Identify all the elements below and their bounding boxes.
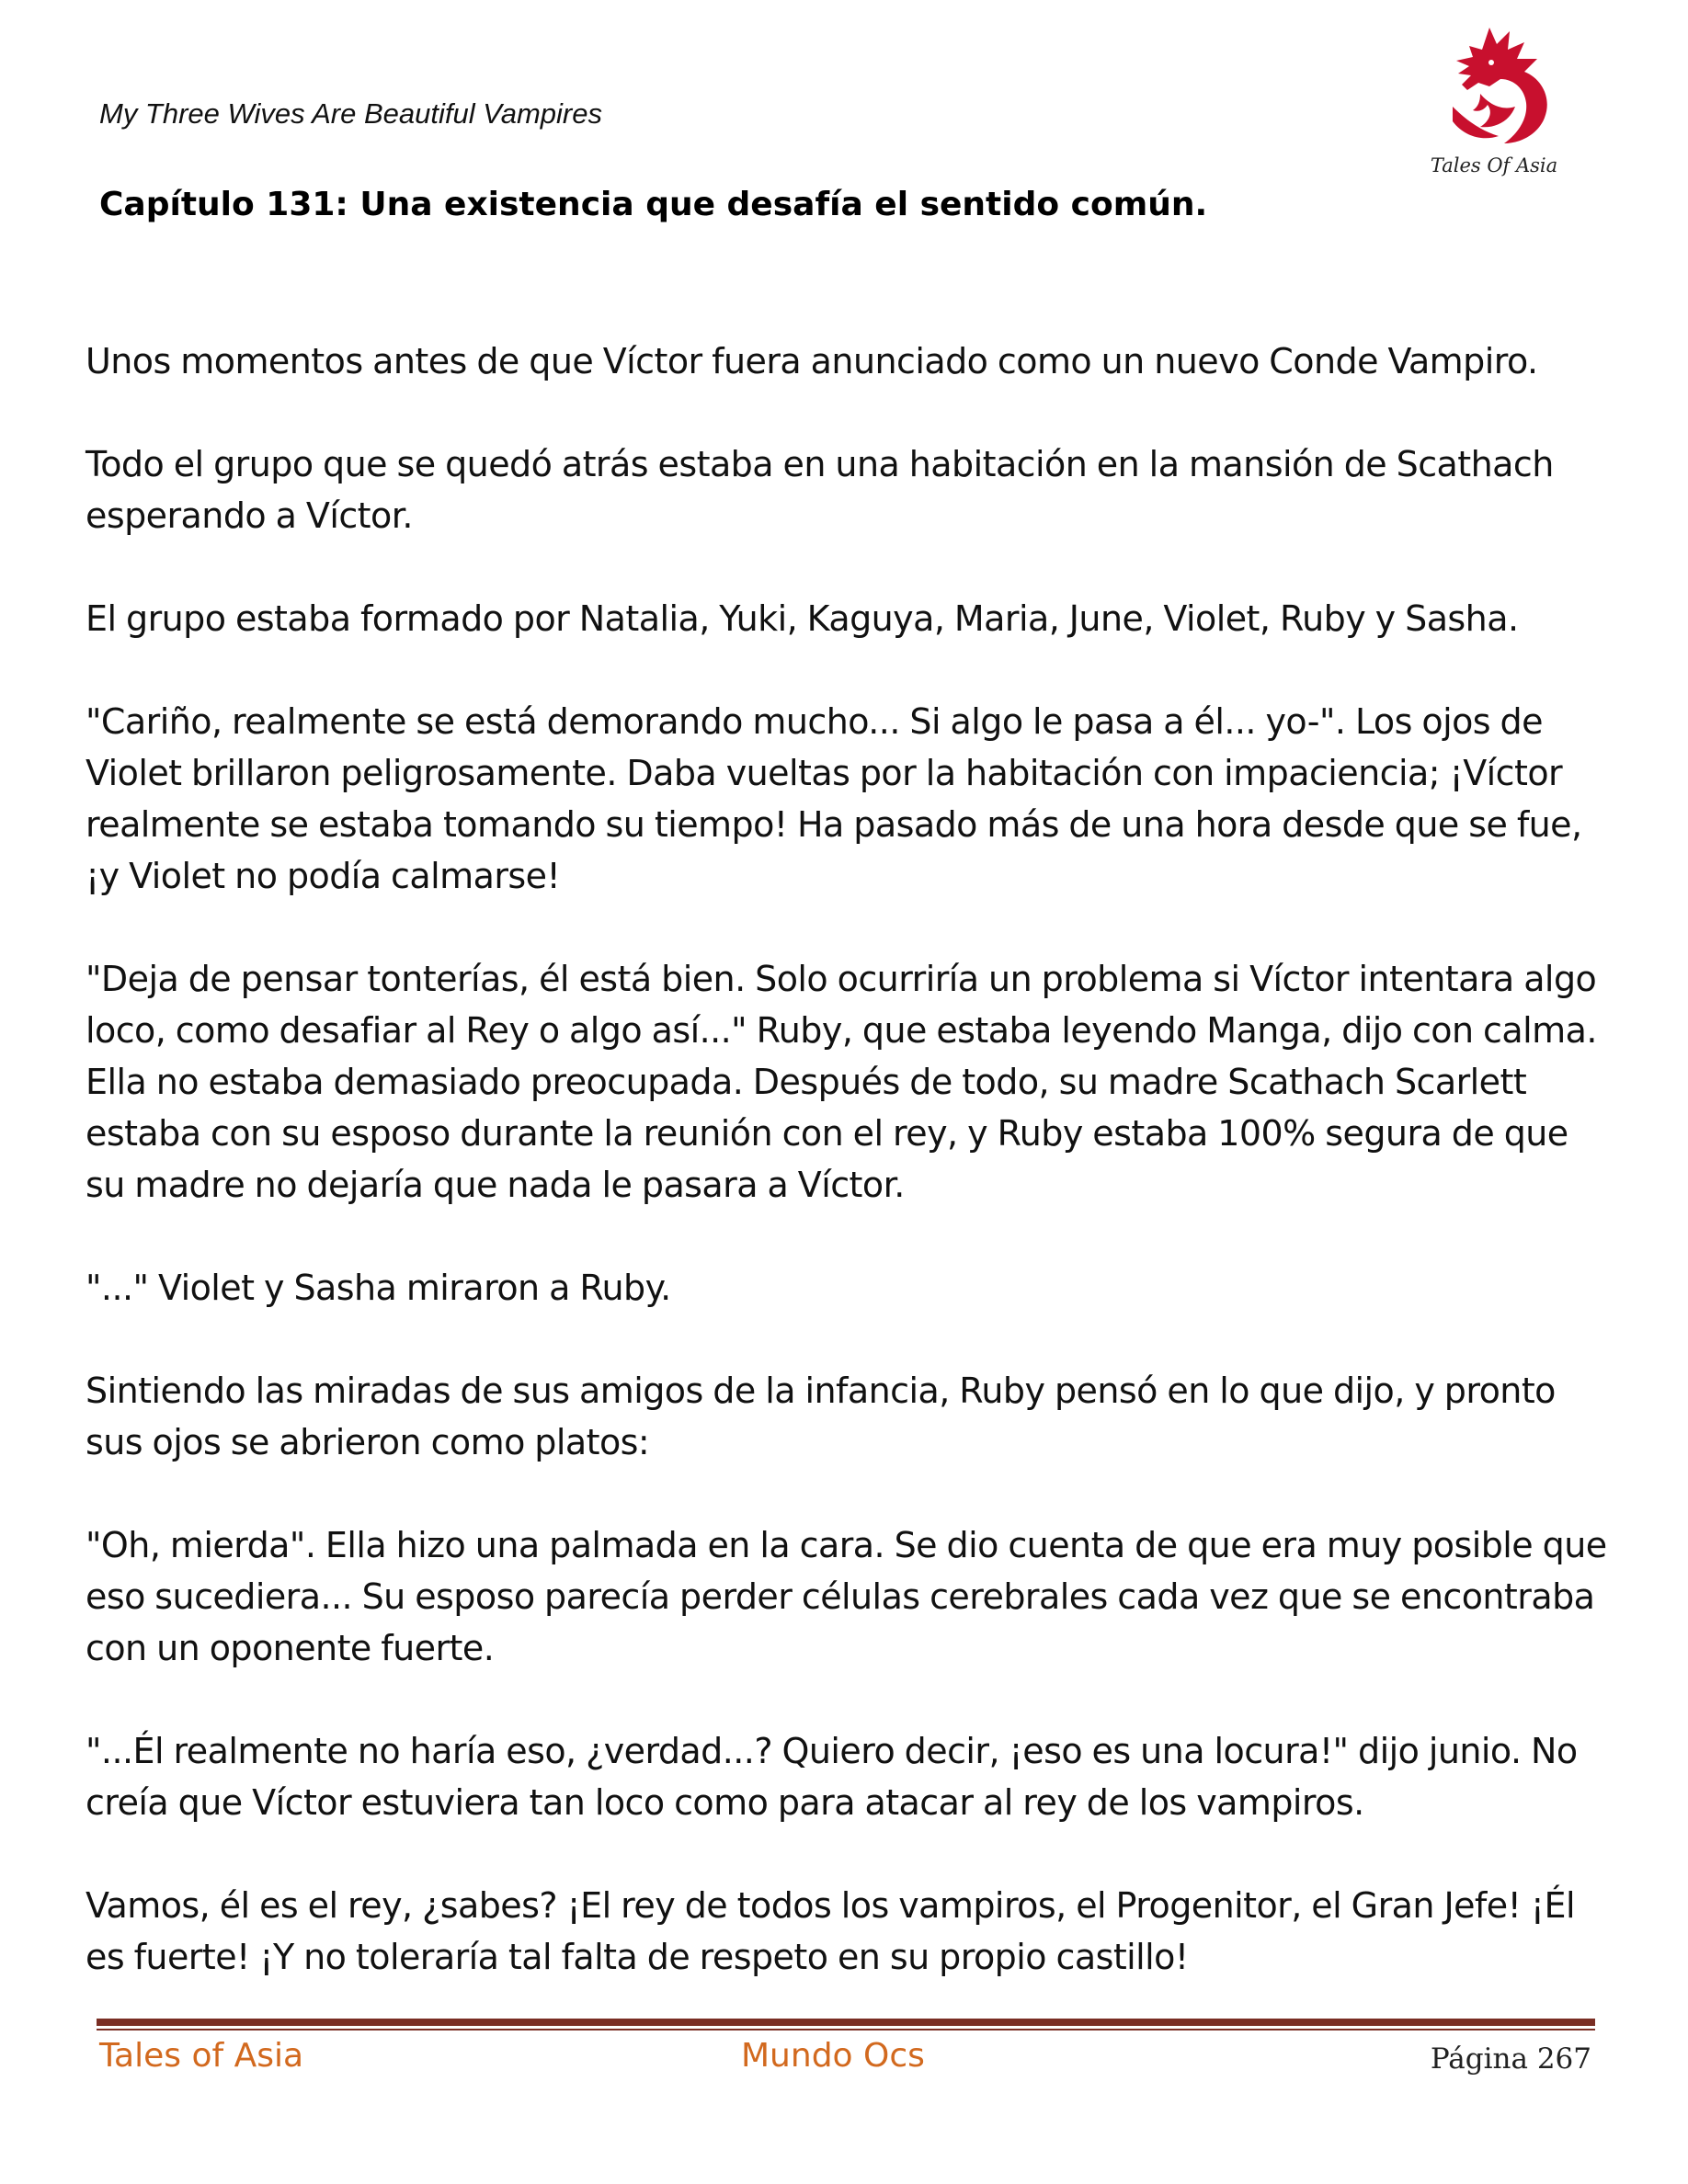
red-dragon-icon xyxy=(1425,18,1563,156)
footer-divider-thin xyxy=(97,2029,1595,2030)
paragraph: "Oh, mierda". Ella hizo una palmada en la cara. Se dio cuenta de que era muy posible que eso sucediera... Su esposo parecía perder células cerebrales cada vez que se encontraba con un oponente fuerte. xyxy=(86,1525,1607,1668)
book-title: My Three Wives Are Beautiful Vampires xyxy=(99,97,602,130)
paragraph: "...Él realmente no haría eso, ¿verdad...? Quiero decir, ¡eso es una locura!" dijo junio. No creía que Víctor estuviera tan loco como para atacar al rey de los vampiros. xyxy=(86,1731,1578,1823)
tales-of-asia-logo xyxy=(1425,18,1572,184)
paragraph: Todo el grupo que se quedó atrás estaba en una habitación en la mansión de Scathach esperando a Víctor. xyxy=(86,444,1554,536)
paragraph: Sintiendo las miradas de sus amigos de la infancia, Ruby pensó en lo que dijo, y pronto sus ojos se abrieron como platos: xyxy=(86,1371,1556,1462)
paragraph: "Deja de pensar tonterías, él está bien. Solo ocurriría un problema si Víctor intentara algo loco, como desafiar al Rey o algo así..." Ruby, que estaba leyendo Manga, dijo con calma. Ella no estaba demasiado preocupada. Después de todo, su madre Scathach Scarlett estaba con su esposo durante la reunión con el rey, y Ruby estaba 100% segura de que su madre no dejaría que nada le pasara a Víctor. xyxy=(86,959,1597,1205)
paragraph: Unos momentos antes de que Víctor fuera anunciado como un nuevo Conde Vampiro. xyxy=(86,341,1538,381)
paragraph: El grupo estaba formado por Natalia, Yuki, Kaguya, Maria, June, Violet, Ruby y Sasha. xyxy=(86,598,1519,639)
logo-text: Tales Of Asia xyxy=(1430,154,1558,176)
footer-group-name: Mundo Ocs xyxy=(741,2037,925,2075)
paragraph: "Cariño, realmente se está demorando mucho... Si algo le pasa a él... yo-". Los ojos de Violet brillaron peligrosamente. Daba vueltas por la habitación con impaciencia; ¡Víctor realmente se estaba tomando su tiempo! Ha pasado más de una hora desde que se fue, ¡y Violet no podía calmarse! xyxy=(86,701,1582,896)
chapter-body xyxy=(86,336,1612,1983)
paragraph: "..." Violet y Sasha miraron a Ruby. xyxy=(86,1268,671,1308)
footer-divider xyxy=(97,2019,1595,2026)
page-number: Página 267 xyxy=(1430,2042,1591,2076)
paragraph: Vamos, él es el rey, ¿sabes? ¡El rey de todos los vampiros, el Progenitor, el Gran Jefe! ¡Él es fuerte! ¡Y no toleraría tal falta de respeto en su propio castillo! xyxy=(86,1885,1575,1977)
chapter-title: Capítulo 131: Una existencia que desafía el sentido común. xyxy=(99,186,1208,223)
footer-site-name: Tales of Asia xyxy=(99,2037,304,2075)
